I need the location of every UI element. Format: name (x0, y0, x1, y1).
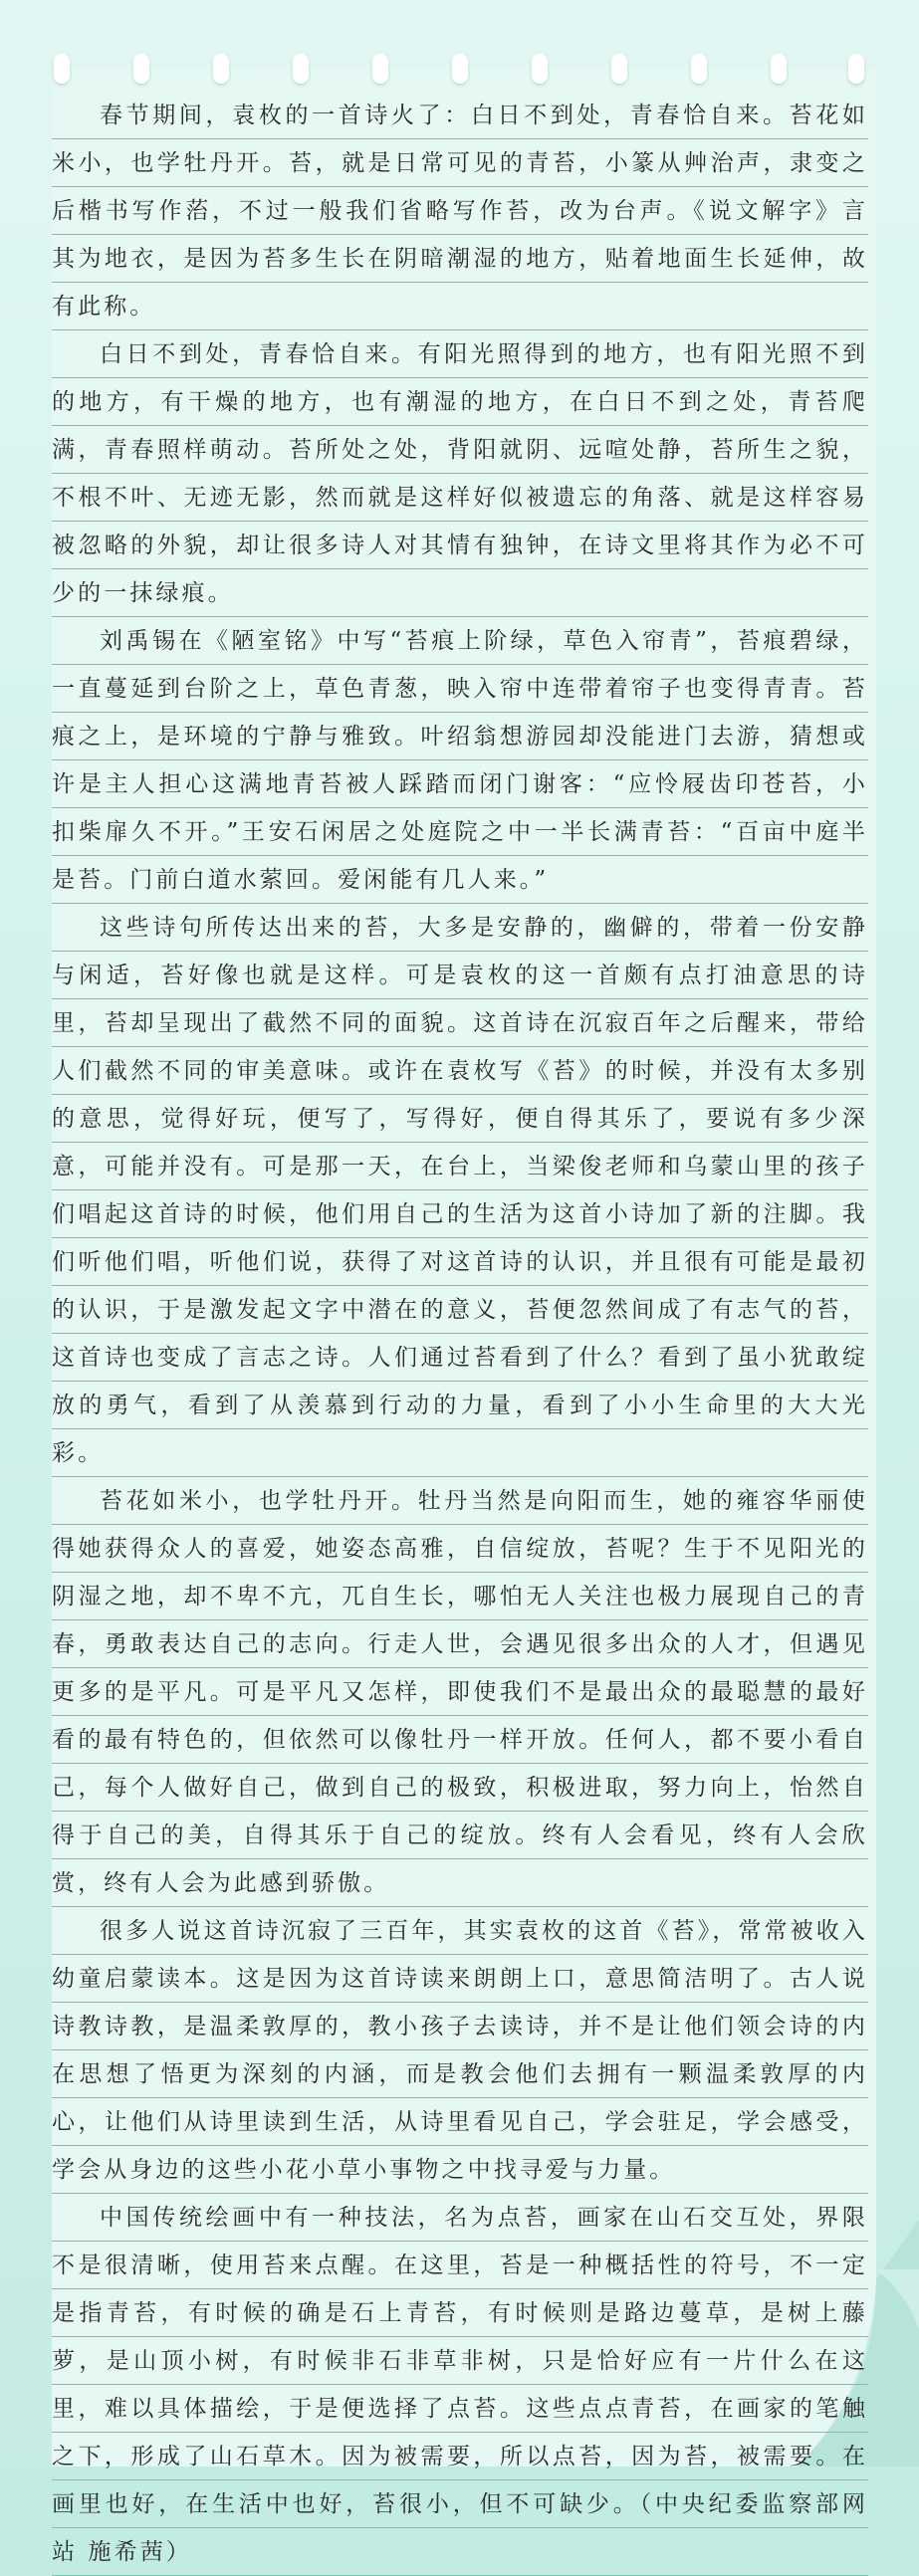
binder-ring (54, 54, 70, 84)
article-body (52, 92, 868, 2576)
paragraph: 中国传统绘画中有一种技法，名为点苔，画家在山石交互处，界限不是很清晰，使用苔来点醒。在这里，苔是一种概括性的符号，不一定是指青苔，有时候的确是石上青苔，有时候则是路边蔓草，是树上藤萝，是山顶小树，有时候非石非草非树，只是恰好应有一片什么在这里，难以具体描绘，于是便选择了点苔。这些点点青苔，在画家的笔触之下，形成了山石草木。因为被需要，所以点苔，因为苔，被需要。在画里也好，在生活中也好，苔很小，但不可缺少。（中央纪委监察部网站 施希茜） (52, 2194, 868, 2576)
paragraph: 春节期间，袁枚的一首诗火了：白日不到处，青春恰自来。苔花如米小，也学牡丹开。苔，就是日常可见的青苔，小篆从艸治声，隶变之后楷书写作菭，不过一般我们省略写作苔，改为台声。《说文解字》言其为地衣，是因为苔多生长在阴暗潮湿的地方，贴着地面生长延伸，故有此称。 (52, 92, 868, 330)
binder-ring (133, 54, 149, 84)
paragraph: 很多人说这首诗沉寂了三百年，其实袁枚的这首《苔》，常常被收入幼童启蒙读本。这是因为这首诗读来朗朗上口，意思简洁明了。古人说诗教诗教，是温柔敦厚的，教小孩子去读诗，并不是让他们领会诗的内在思想了悟更为深刻的内涵，而是教会他们去拥有一颗温柔敦厚的内心，让他们从诗里读到生活，从诗里看见自己，学会驻足，学会感受，学会从身边的这些小花小草小事物之中找寻爱与力量。 (52, 1907, 868, 2194)
binder-ring (771, 54, 787, 84)
binder-ring (372, 54, 388, 84)
paragraph: 苔花如米小，也学牡丹开。牡丹当然是向阳而生，她的雍容华丽使得她获得众人的喜爱，她姿态高雅，自信绽放，苔呢？生于不见阳光的阴湿之地，却不卑不亢，兀自生长，哪怕无人关注也极力展现自己的青春，勇敢表达自己的志向。行走人世，会遇见很多出众的人才，但遇见更多的是平凡。可是平凡又怎样，即使我们不是最出众的最聪慧的最好看的最有特色的，但依然可以像牡丹一样开放。任何人，都不要小看自己，每个人做好自己，做到自己的极致，积极进取，努力向上，怡然自得于自己的美，自得其乐于自己的绽放。终有人会看见，终有人会欣赏，终有人会为此感到骄傲。 (52, 1477, 868, 1907)
binder-ring (611, 54, 627, 84)
paragraph: 这些诗句所传达出来的苔，大多是安静的，幽僻的，带着一份安静与闲适，苔好像也就是这样。可是袁枚的这一首颇有点打油意思的诗里，苔却呈现出了截然不同的面貌。这首诗在沉寂百年之后醒来，带给人们截然不同的审美意味。或许在袁枚写《苔》的时候，并没有太多别的意思，觉得好玩，便写了，写得好，便自得其乐了，要说有多少深意，可能并没有。可是那一天，在台上，当梁俊老师和乌蒙山里的孩子们唱起这首诗的时候，他们用自己的生活为这首小诗加了新的注脚。我们听他们唱，听他们说，获得了对这首诗的认识，并且很有可能是最初的认识，于是激发起文字中潜在的意义，苔便忽然间成了有志气的苔，这首诗也变成了言志之诗。人们通过苔看到了什么？看到了虽小犹敢绽放的勇气，看到了从羡慕到行动的力量，看到了小小生命里的大大光彩。 (52, 904, 868, 1477)
binder-ring (848, 54, 864, 84)
paragraph: 刘禹锡在《陋室铭》中写“苔痕上阶绿，草色入帘青”，苔痕碧绿，一直蔓延到台阶之上，草色青葱，映入帘中连带着帘子也变得青青。苔痕之上，是环境的宁静与雅致。叶绍翁想游园却没能进门去游，猜想或许是主人担心这满地青苔被人踩踏而闭门谢客：“应怜屐齿印苍苔，小扣柴扉久不开。”王安石闲居之处庭院之中一半长满青苔：“百亩中庭半是苔。门前白道水萦回。爱闲能有几人来。” (52, 617, 868, 904)
binder-ring (532, 54, 548, 84)
paragraph: 白日不到处，青春恰自来。有阳光照得到的地方，也有阳光照不到的地方，有干燥的地方，也有潮湿的地方，在白日不到之处，青苔爬满，青春照样萌动。苔所处之处，背阳就阴、远喧处静，苔所生之貌，不根不叶、无迹无影，然而就是这样好似被遗忘的角落、就是这样容易被忽略的外貌，却让很多诗人对其情有独钟，在诗文里将其作为必不可少的一抹绿痕。 (52, 330, 868, 617)
binder-ring (293, 54, 309, 84)
binder-ring (691, 54, 707, 84)
binder-ring (213, 54, 229, 84)
binder-ring (452, 54, 468, 84)
